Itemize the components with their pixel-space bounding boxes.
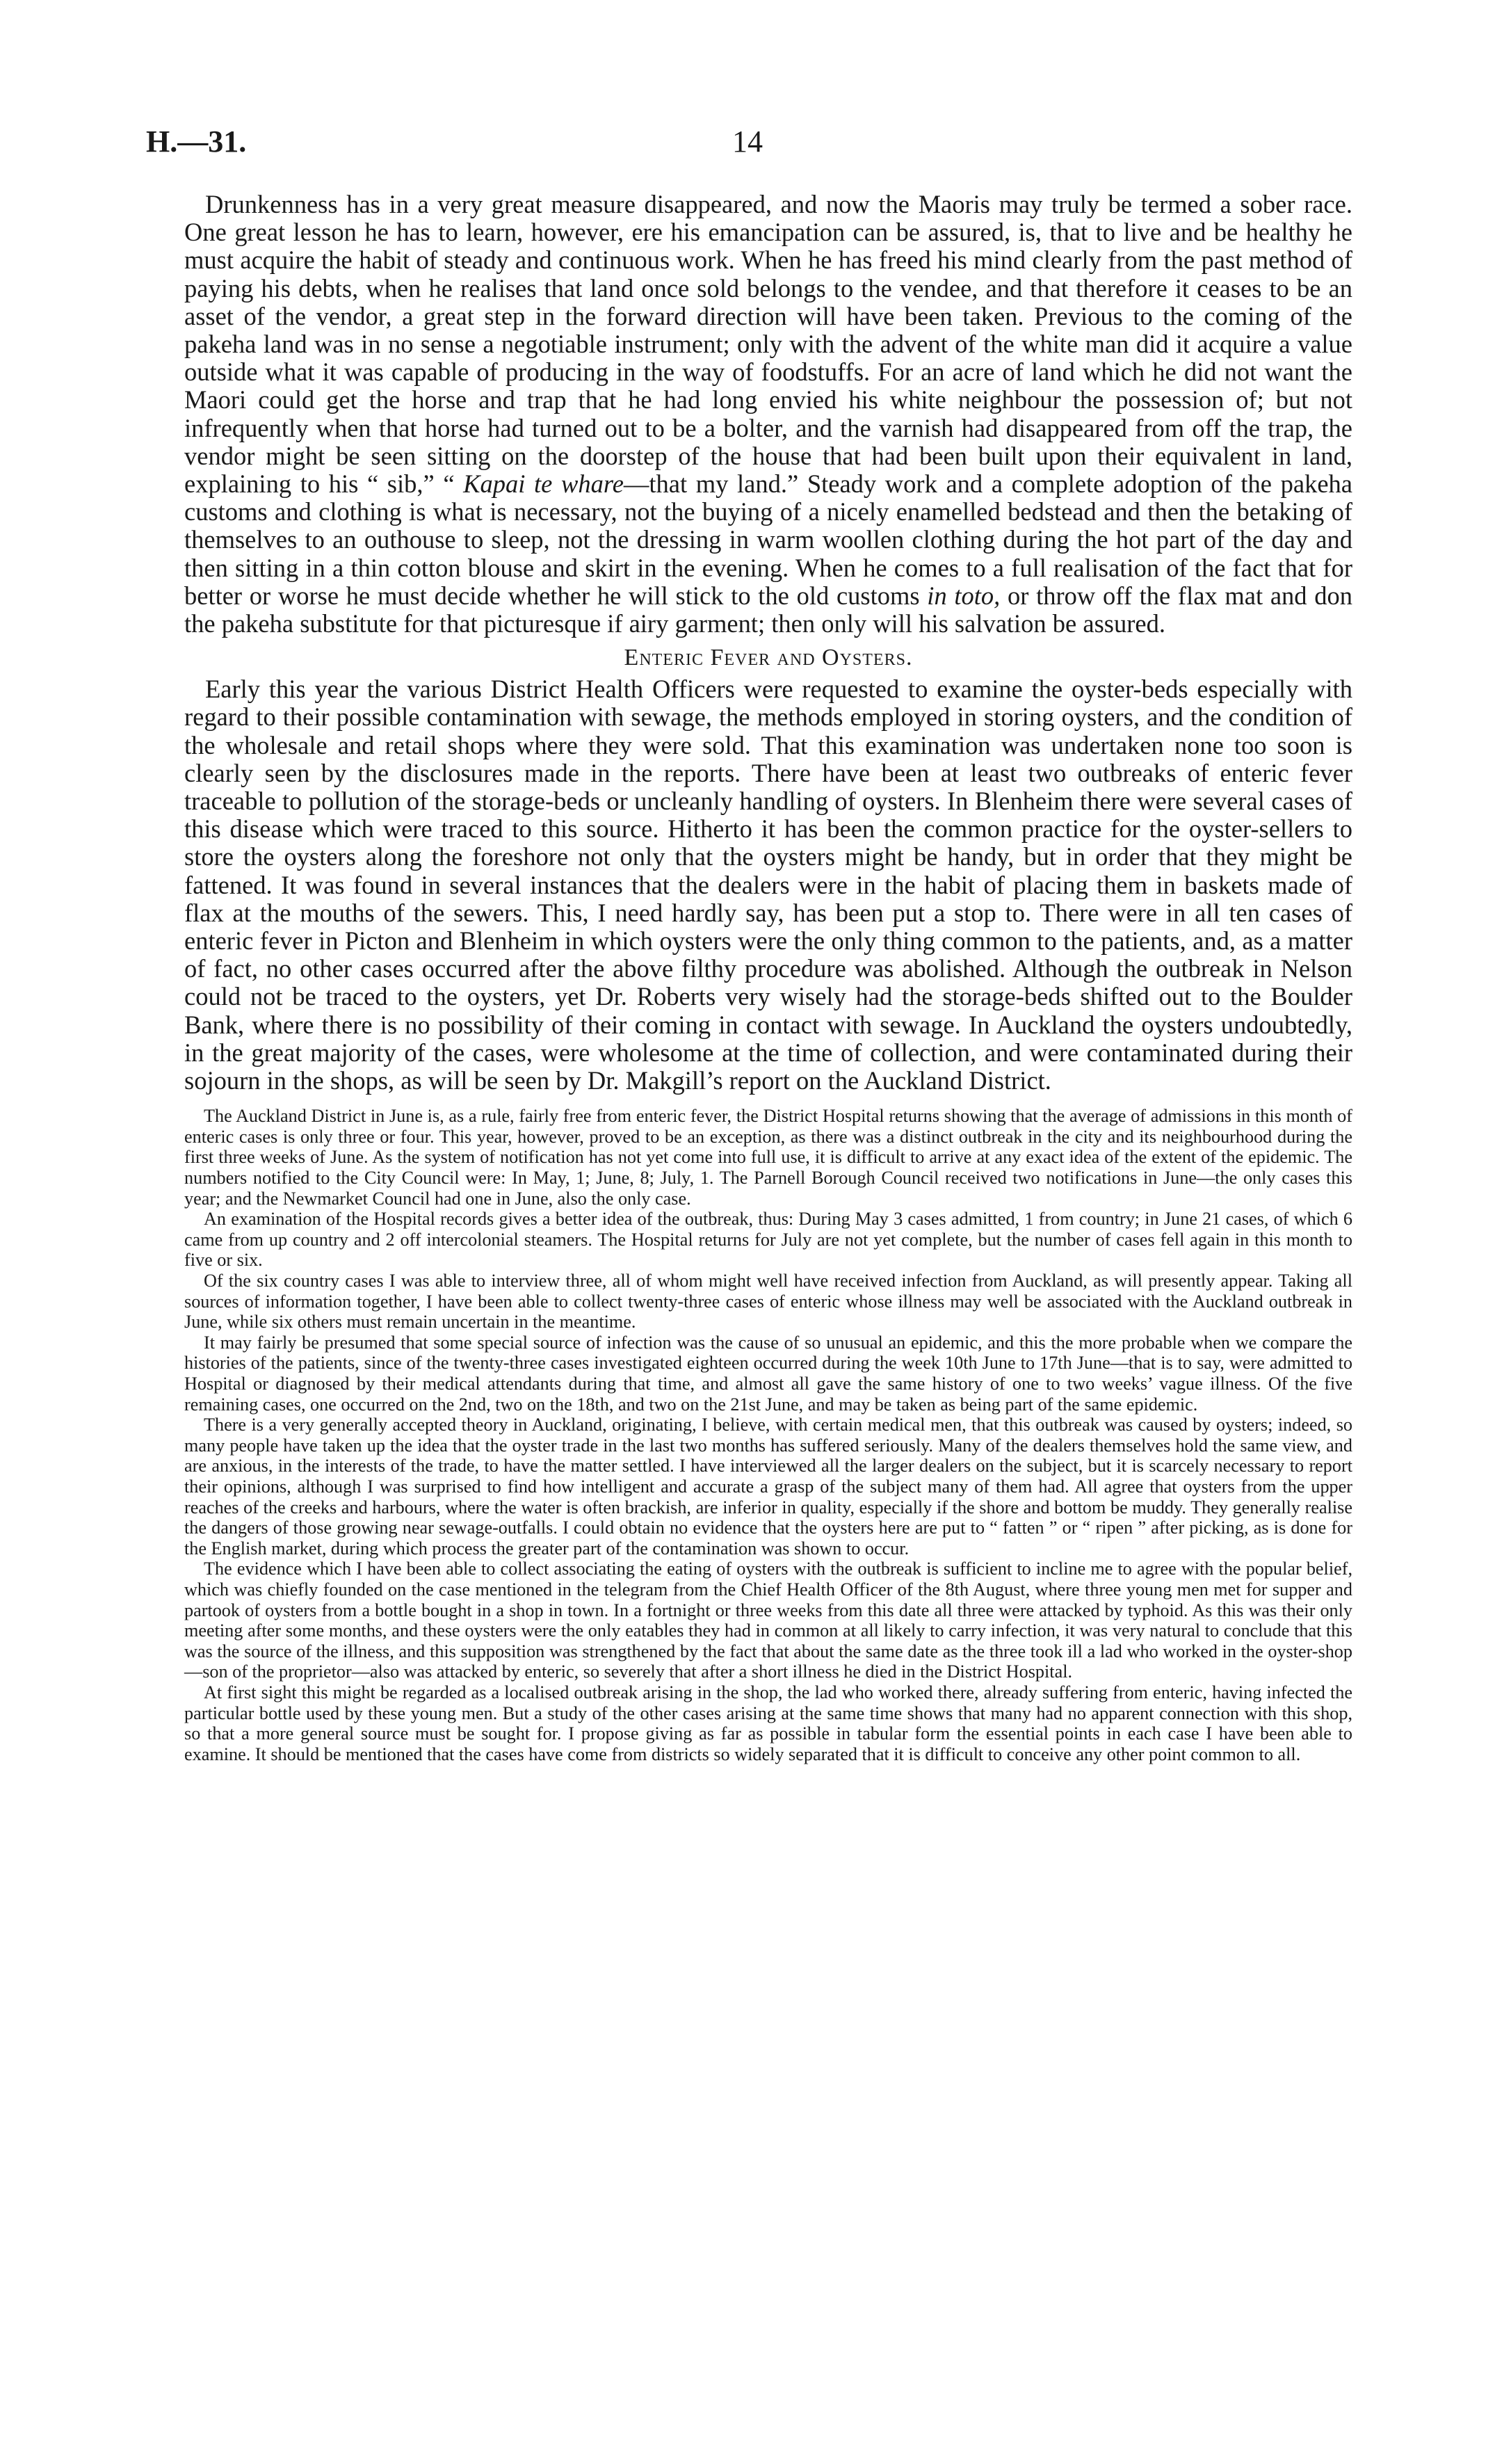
intro-text-1: Drunkenness has in a very great measure disappeared, and now the Maoris may truly be termed a sober race. One great lesson he has to learn, however, ere his emancipation can be assured, is, that to live and be healthy he must acquire the habit of steady and continuous work. When he has freed his mind clearly from the past method of paying his debts, when he realises that land once sold belongs to the vendee, and that therefore it ceases to be an asset of the vendor, a great step in the forward direction will have been taken. Previous to the coming of the pakeha land was in no sense a negotiable instrument; only with the advent of the white man did it acquire a value outside what it was capable of producing in the way of foodstuffs. For an acre of land which he did not want the Maori could get the horse and trap that he had long envied his white neighbour the possession of; but not infrequently when that horse had turned out to be a bolter, and the varnish had disappeared from off the trap, the vendor might be seen sitting on the doorstep of the house that had been built upon their equivalent in land, explaining to his “ sib,” “ <box>184 190 1352 499</box>
intro-paragraph <box>184 191 1352 638</box>
intro-italic-2: in toto, <box>927 581 1001 610</box>
section-heading: Enteric Fever and Oysters. <box>624 645 913 671</box>
intro-italic-1: Kapai te whare <box>463 469 624 499</box>
page-number: 14 <box>732 124 763 159</box>
report-paragraph: The evidence which I have been able to collect associating the eating of oysters with the outbreak is sufficient to incline me to agree with the popular belief, which was chiefly founded on the case mentioned in the telegram from the Chief Health Officer of the 8th August, where three young men met for supper and partook of oysters from a bottle bought in a shop in town. In a fortnight or three weeks from this date all three were attacked by typhoid. As this was their only meeting after some months, and these oysters were the only eatables they had in common at all likely to carry infection, it was very natural to conclude that this was the source of the illness, and this supposition was strengthened by the fact that about the same date as the three took ill a lad who worked in the oyster-shop —son of the proprietor—also was attacked by enteric, so severely that after a short illness he died in the District Hospital. <box>184 1559 1352 1682</box>
report-paragraph: At first sight this might be regarded as a localised outbreak arising in the shop, the lad who worked there, already suffering from enteric, having infected the particular bottle used by these young men. But a study of the other cases arising at the same time shows that many had no apparent connection with this shop, so that a more general source must be sought for. I propose giving as far as possible in tabular form the essential points in each case I have been able to examine. It should be mentioned that the cases have come from districts so widely separated that it is difficult to conceive any other point common to all. <box>184 1682 1352 1764</box>
report-reference: H.—31. <box>146 124 247 159</box>
page-body <box>184 191 1352 1764</box>
section-paragraph: Early this year the various District Health Officers were requested to examine the oyster-beds especially with regard to their possible contamination with sewage, the methods employed in storing oysters, and the condition of the wholesale and retail shops where they were sold. That this examination was undertaken none too soon is clearly seen by the disclosures made in the reports. There have been at least two outbreaks of enteric fever traceable to pollution of the storage-beds or uncleanly handling of oysters. In Blenheim there were several cases of this disease which were traced to this source. Hitherto it has been the common practice for the oyster-sellers to store the oysters along the foreshore not only that the oysters might be handy, but in order that they might be fattened. It was found in several instances that the dealers were in the habit of placing them in baskets made of flax at the mouths of the sewers. This, I need hardly say, has been put a stop to. There were in all ten cases of enteric fever in Picton and Blenheim in which oysters were the only thing common to the patients, and, as a matter of fact, no other cases occurred after the above filthy procedure was abolished. Although the outbreak in Nelson could not be traced to the oysters, yet Dr. Roberts very wisely had the storage-beds shifted out to the Boulder Bank, where there is no possibility of their coming in contact with sewage. In Auckland the oysters undoubtedly, in the great majority of the cases, were wholesome at the time of collection, and were contaminated during their sojourn in the shops, as will be seen by Dr. Makgill’s report on the Auckland District. <box>184 675 1352 1095</box>
report-paragraph: There is a very generally accepted theory in Auckland, originating, I believe, with certain medical men, that this outbreak was caused by oysters; indeed, so many people have taken up the idea that the oyster trade in the last two months has suffered seriously. Many of the dealers themselves hold the same view, and are anxious, in the interests of the trade, to have the matter settled. I have interviewed all the larger dealers on the subject, but it is scarcely necessary to report their opinions, although I was surprised to find how intelligent and accurate a grasp of the subject many of them had. All agree that oysters from the upper reaches of the creeks and harbours, where the water is often brackish, are inferior in quality, especially if the shore and bottom be muddy. They generally realise the dangers of those growing near sewage-outfalls. I could obtain no evidence that the oysters here are put to “ fatten ” or “ ripen ” after picking, as is done for the English market, during which process the greater part of the contamination was shown to occur. <box>184 1415 1352 1559</box>
report-paragraph: The Auckland District in June is, as a rule, fairly free from enteric fever, the District Hospital returns showing that the average of admissions in this month of enteric cases is only three or four. This year, however, proved to be an exception, as there was a distinct outbreak in the city and its neighbourhood during the first three weeks of June. As the system of notification has not yet come into full use, it is difficult to arrive at any exact idea of the extent of the epidemic. The numbers notified to the City Council were: In May, 1; June, 8; July, 1. The Parnell Borough Council received two notifications in June—the only cases this year; and the Newmarket Council had one in June, also the only case. <box>184 1106 1352 1209</box>
report-paragraph: It may fairly be presumed that some special source of infection was the cause of so unusual an epidemic, and this the more probable when we compare the histories of the patients, since of the twenty-three cases investigated eighteen occurred during the week 10th June to 17th June—that is to say, were admitted to Hospital or diagnosed by their medical attendants during that time, and almost all gave the same history of one to two weeks’ vague illness. Of the five remaining cases, one occurred on the 2nd, two on the 18th, and two on the 21st June, and may be taken as being part of the same epidemic. <box>184 1332 1352 1415</box>
report-paragraph: An examination of the Hospital records gives a better idea of the outbreak, thus: During May 3 cases admitted, 1 from country; in June 21 cases, of which 6 came from up country and 2 off intercolonial steamers. The Hospital returns for July are not yet complete, but the number of cases fell again in this month to five or six. <box>184 1209 1352 1271</box>
intro-text-2: —that my land.” Steady work and a complete adoption of the pakeha customs and clothing is what is necessary, not the buying of a nicely enamelled bedstead and then the betaking of themselves to an outhouse to sleep, not the dressing in warm woollen clothing during the hot part of the day and then sitting in a thin cotton blouse and skirt in the evening. When he comes to a full realisation of the fact that for better or worse he must decide whether he will stick to the old customs <box>184 469 1352 610</box>
intro-text-3: or throw off the flax mat and don the pakeha substitute for that picturesque if airy garment; then only will his salvation be assured. <box>184 581 1352 638</box>
auckland-report-extract <box>184 1106 1352 1764</box>
page-header <box>146 124 1349 172</box>
report-paragraph: Of the six country cases I was able to interview three, all of whom might well have received infection from Auckland, as will presently appear. Taking all sources of information together, I have been able to collect twenty-three cases of enteric whose illness may well be associated with the Auckland outbreak in June, while six others must remain uncertain in the meantime. <box>184 1271 1352 1332</box>
